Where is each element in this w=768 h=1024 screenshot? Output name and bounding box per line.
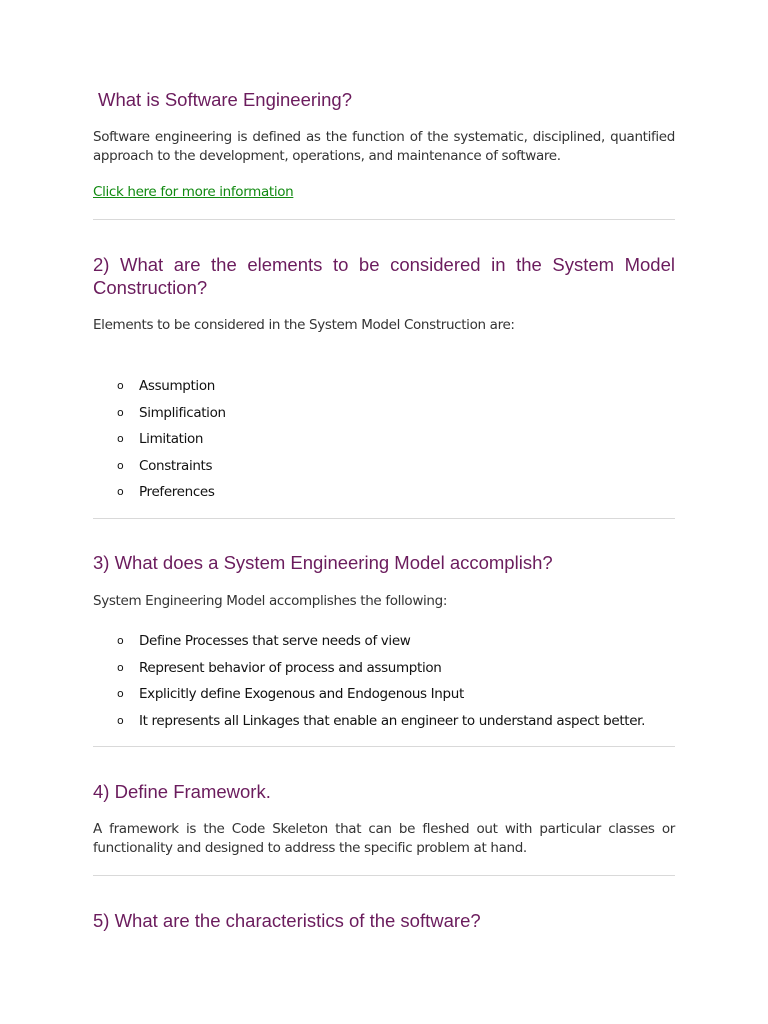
list-item xyxy=(93,655,675,682)
list-item-label: Preferences xyxy=(139,484,215,500)
list-item-label: Constraints xyxy=(139,457,213,474)
list-item xyxy=(93,400,675,427)
divider xyxy=(93,746,675,747)
answer-3-text: System Engineering Model accomplishes the following: xyxy=(93,593,448,609)
question-4-heading: 4) Define Framework. xyxy=(93,781,271,802)
question-3-heading: 3) What does a System Engineering Model accomplish? xyxy=(93,552,553,573)
question-1-heading: What is Software Engineering? xyxy=(98,89,352,110)
bullet-icon: o xyxy=(117,660,124,674)
bullet-icon: o xyxy=(117,687,124,700)
question-2-heading: 2) What are the elements to be considered in the System Model Construction? xyxy=(93,254,675,298)
more-information-link[interactable]: Click here for more information xyxy=(93,184,294,200)
list-item-label: Explicitly define Exogenous and Endogenous Input xyxy=(139,686,464,702)
list-item-label: Simplification xyxy=(139,404,226,421)
elements-list xyxy=(93,373,675,506)
list-item xyxy=(93,426,675,453)
divider xyxy=(93,219,675,220)
question-5-heading: 5) What are the characteristics of the software? xyxy=(93,910,481,931)
divider xyxy=(93,518,675,519)
accomplishments-list xyxy=(93,628,675,734)
bullet-icon: o xyxy=(117,379,124,392)
bullet-icon: o xyxy=(117,405,124,419)
list-item xyxy=(93,453,675,480)
divider xyxy=(93,875,675,876)
list-item xyxy=(93,628,675,655)
list-item xyxy=(93,681,675,708)
list-item-label: It represents all Linkages that enable an engineer to understand aspect better. xyxy=(139,712,646,729)
list-item-label: Limitation xyxy=(139,431,204,447)
list-item xyxy=(93,373,675,400)
list-item xyxy=(93,479,675,506)
bullet-icon: o xyxy=(117,432,124,445)
list-item-label: Assumption xyxy=(139,378,215,394)
list-item xyxy=(93,708,675,735)
answer-1-text: Software engineering is defined as the function of the systematic, disciplined, quantified approach to the development, operations, and maintenance of software. xyxy=(93,129,675,164)
list-item-label: Define Processes that serve needs of view xyxy=(139,633,411,649)
bullet-icon: o xyxy=(117,458,124,472)
bullet-icon: o xyxy=(117,634,124,647)
answer-2-text: Elements to be considered in the System Model Construction are: xyxy=(93,317,515,333)
answer-4-text: A framework is the Code Skeleton that can be fleshed out with particular classes or functionality and designed to address the specific problem at hand. xyxy=(93,821,675,856)
list-item-label: Represent behavior of process and assumption xyxy=(139,659,442,676)
bullet-icon: o xyxy=(117,485,124,498)
bullet-icon: o xyxy=(117,713,124,727)
